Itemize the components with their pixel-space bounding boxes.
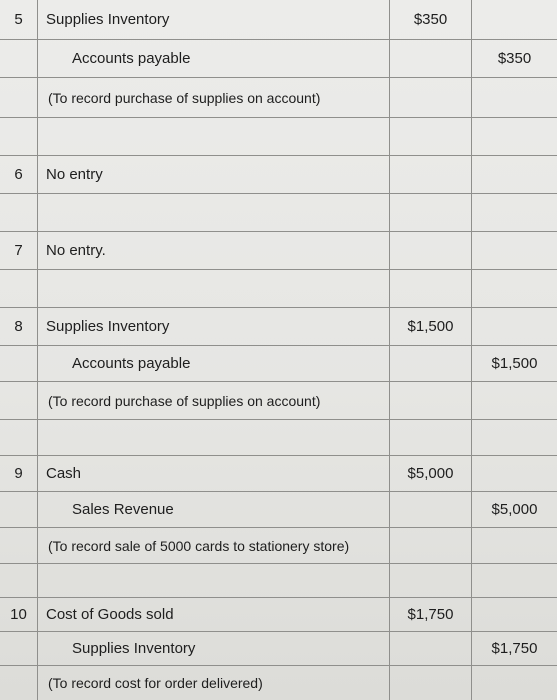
credit-account: Accounts payable	[38, 346, 390, 381]
account-blank	[38, 564, 390, 597]
debit-account: Cash	[38, 456, 390, 491]
debit-account: Supplies Inventory	[38, 0, 390, 39]
credit-amount	[472, 0, 557, 39]
debit-amount	[390, 492, 472, 527]
entry-number-blank	[0, 528, 38, 563]
debit-amount	[390, 232, 472, 269]
debit-account: Cost of Goods sold	[38, 598, 390, 631]
debit-amount: $1,500	[390, 308, 472, 345]
journal-row	[0, 666, 557, 700]
account-blank	[38, 420, 390, 455]
journal-row-blank	[0, 564, 557, 598]
debit-amount-blank	[390, 194, 472, 231]
debit-amount	[390, 156, 472, 193]
journal-row	[0, 492, 557, 528]
entry-number: 7	[0, 232, 38, 269]
debit-amount-blank	[390, 118, 472, 155]
debit-amount: $5,000	[390, 456, 472, 491]
journal-row	[0, 308, 557, 346]
account-blank	[38, 194, 390, 231]
entry-number: 9	[0, 456, 38, 491]
credit-amount-blank	[472, 382, 557, 419]
entry-number-blank	[0, 346, 38, 381]
debit-amount	[390, 40, 472, 77]
debit-amount-blank	[390, 78, 472, 117]
credit-amount	[472, 456, 557, 491]
journal-row	[0, 598, 557, 632]
debit-account: Supplies Inventory	[38, 308, 390, 345]
debit-amount: $350	[390, 0, 472, 39]
debit-amount	[390, 346, 472, 381]
entry-number-blank	[0, 632, 38, 665]
credit-amount	[472, 232, 557, 269]
credit-account: Supplies Inventory	[38, 632, 390, 665]
journal-row	[0, 0, 557, 40]
debit-amount-blank	[390, 270, 472, 307]
entry-number-blank	[0, 564, 38, 597]
credit-amount-blank	[472, 194, 557, 231]
credit-amount: $5,000	[491, 501, 538, 518]
account-blank	[38, 270, 390, 307]
journal-row	[0, 78, 557, 118]
debit-account: No entry	[38, 156, 390, 193]
credit-amount-blank	[472, 528, 557, 563]
journal-row	[0, 382, 557, 420]
entry-number-blank	[0, 270, 38, 307]
credit-amount	[472, 308, 557, 345]
entry-number-blank	[0, 40, 38, 77]
entry-number: 10	[0, 598, 38, 631]
debit-amount-blank	[390, 528, 472, 563]
journal-row-blank	[0, 270, 557, 308]
debit-amount-blank	[390, 382, 472, 419]
credit-amount-blank	[472, 78, 557, 117]
entry-number-blank	[0, 78, 38, 117]
credit-amount-blank	[472, 564, 557, 597]
journal-row	[0, 156, 557, 194]
entry-number-blank	[0, 194, 38, 231]
entry-note: (To record purchase of supplies on account)	[38, 78, 390, 117]
entry-note: (To record cost for order delivered)	[38, 666, 390, 700]
credit-amount-blank	[472, 666, 557, 700]
entry-number-blank	[0, 382, 38, 419]
journal-row	[0, 456, 557, 492]
entry-number-blank	[0, 666, 38, 700]
entry-note: (To record sale of 5000 cards to stationery store)	[38, 528, 390, 563]
journal-row-blank	[0, 118, 557, 156]
debit-account: No entry.	[38, 232, 390, 269]
credit-amount-blank	[472, 118, 557, 155]
debit-amount-blank	[390, 564, 472, 597]
entry-number-blank	[0, 118, 38, 155]
entry-number-blank	[0, 492, 38, 527]
debit-amount-blank	[390, 666, 472, 700]
journal-row	[0, 632, 557, 666]
journal-row-blank	[0, 194, 557, 232]
journal-row	[0, 232, 557, 270]
journal-row-blank	[0, 420, 557, 456]
account-blank	[38, 118, 390, 155]
journal-row	[0, 528, 557, 564]
credit-amount: $1,500	[491, 355, 538, 372]
debit-amount: $1,750	[390, 598, 472, 631]
entry-note: (To record purchase of supplies on account)	[38, 382, 390, 419]
credit-account: Accounts payable	[38, 40, 390, 77]
credit-account: Sales Revenue	[38, 492, 390, 527]
credit-amount: $350	[497, 50, 532, 67]
journal-row	[0, 40, 557, 78]
debit-amount-blank	[390, 420, 472, 455]
credit-amount-blank	[472, 270, 557, 307]
credit-amount-blank	[472, 420, 557, 455]
credit-amount	[472, 156, 557, 193]
entry-number: 8	[0, 308, 38, 345]
credit-amount	[472, 598, 557, 631]
entry-number-blank	[0, 420, 38, 455]
journal-row	[0, 346, 557, 382]
debit-amount	[390, 632, 472, 665]
entry-number: 6	[0, 156, 38, 193]
entry-number: 5	[0, 0, 38, 39]
credit-amount: $1,750	[491, 640, 538, 657]
